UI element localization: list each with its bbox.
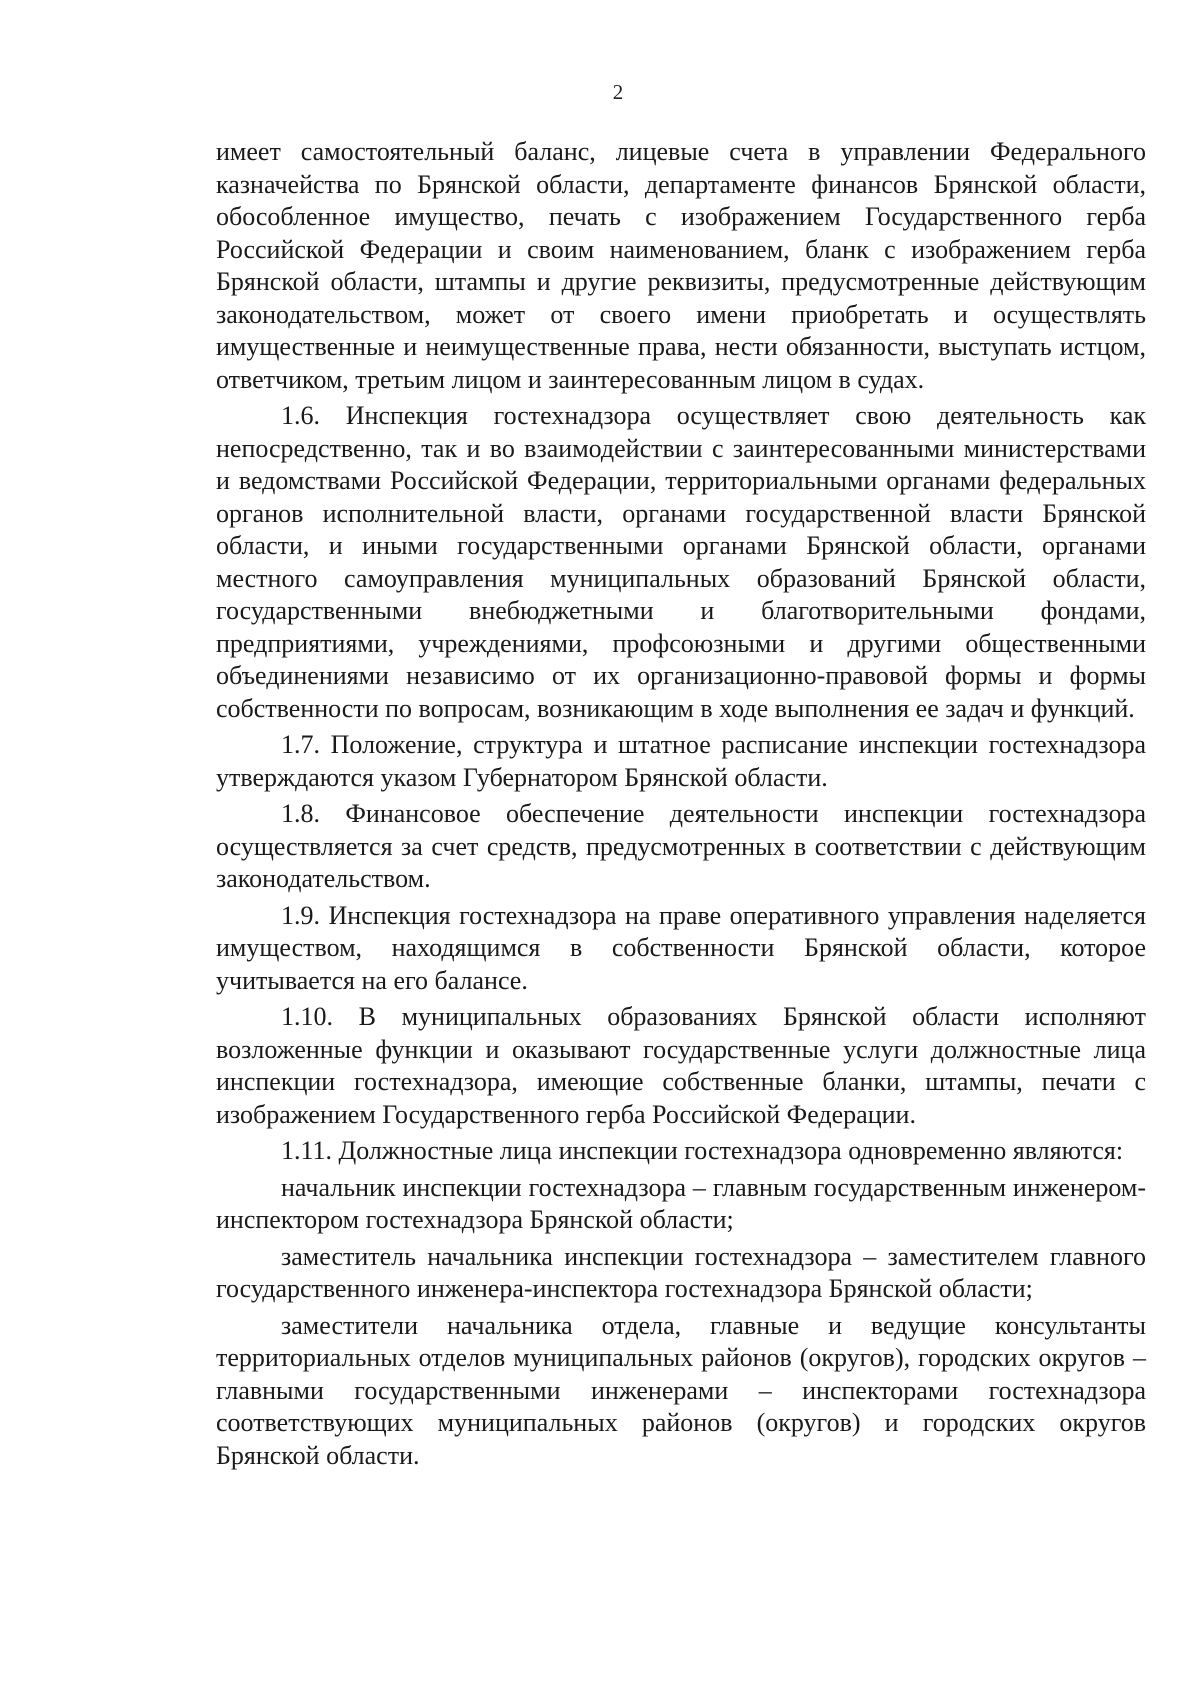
paragraph-1-11: 1.11. Должностные лица инспекции гостехнадзора одновременно являются:: [281, 1136, 1124, 1165]
paragraph-1-8: 1.8. Финансовое обеспечение деятельности инспекции гостехнадзора осуществляется за счет средств, предусмотренных в соответствии с действующим законодательством.: [216, 799, 1146, 893]
page-number: 2: [612, 80, 624, 104]
paragraph-1-6: 1.6. Инспекция гостехнадзора осуществляет свою деятельность как непосредственно, так и во взаимодействии с заинтересованными министерствами и ведомствами Российской Федерации, территориальными органами федеральных органов исполнительной власти, органами государственной власти Брянской области, и иными государственными органами Брянской области, органами местного самоуправления муниципальных образований Брянской области, государственными внебюджетными и благотворительными фондами, предприятиями, учреждениями, профсоюзными и другими общественными объединениями независимо от их организационно-правовой формы и формы собственности по вопросам, возникающим в ходе выполнения ее задач и функций.: [216, 401, 1146, 723]
paragraph-1-10: 1.10. В муниципальных образованиях Брянской области исполняют возложенные функции и оказывают государственные услуги должностные лица инспекции гостехнадзора, имеющие собственные бланки, штампы, печати с изображением Государственного герба Российской Федерации.: [216, 1002, 1146, 1129]
paragraph-1-9: 1.9. Инспекция гостехнадзора на праве оперативного управления наделяется имуществом, находящимся в собственности Брянской области, которое учитывается на его балансе.: [216, 900, 1146, 995]
document-body: [216, 136, 1146, 1472]
list-item-deputy: заместитель начальника инспекции гостехнадзора – заместителем главного государственного инженера-инспектора гостехнадзора Брянской области;: [216, 1241, 1146, 1303]
list-item-deputies: заместители начальника отдела, главные и ведущие консультанты территориальных отделов муниципальных районов (округов), городских округов – главными государственными инженерами – инспекторами гостехнадзора соответствующих муниципальных районов (округов) и городских округов Брянской области.: [216, 1310, 1146, 1470]
paragraph-continuation: имеет самостоятельный баланс, лицевые счета в управлении Федерального казначейства по Брянской области, департаменте финансов Брянской области, обособленное имущество, печать с изображением Государственного герба Российской Федерации и своим наименованием, бланк с изображением герба Брянской области, штампы и другие реквизиты, предусмотренные действующим законодательством, может от своего имени приобретать и осуществлять имущественные и неимущественные права, нести обязанности, выступать истцом, ответчиком, третьим лицом и заинтересованным лицом в судах.: [216, 137, 1146, 394]
paragraph-1-7: 1.7. Положение, структура и штатное расписание инспекции гостехнадзора утверждаются указом Губернатором Брянской области.: [216, 730, 1146, 792]
list-item-head: начальник инспекции гостехнадзора – главным государственным инженером-инспектором гостехнадзора Брянской области;: [216, 1172, 1146, 1234]
